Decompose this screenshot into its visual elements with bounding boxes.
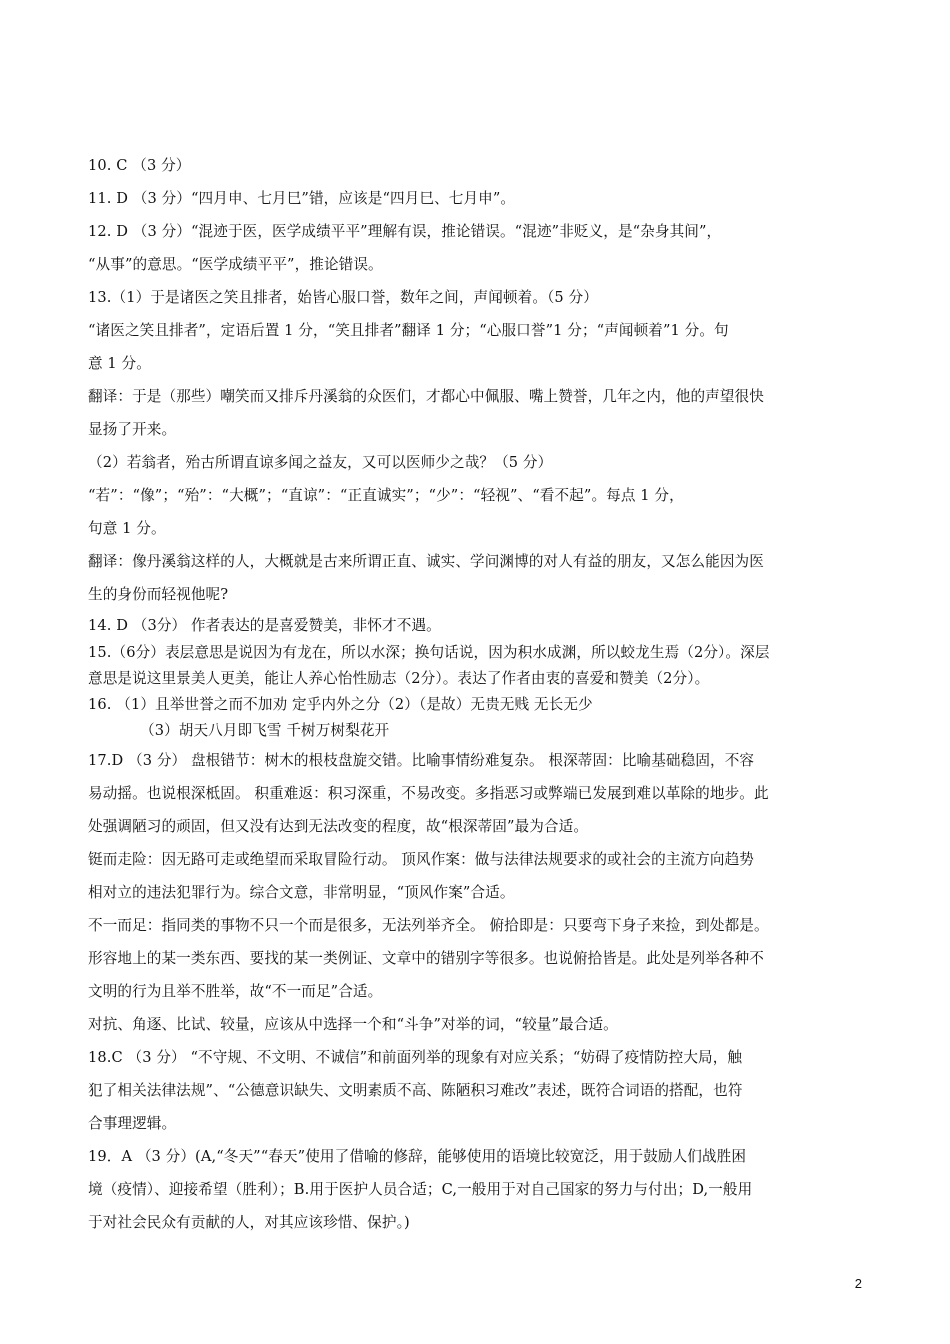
answer-13-1-translation-cont: 显扬了开来。: [88, 421, 177, 438]
answer-17-cont-6: 形容地上的某一类东西、要找的某一类例证、文章中的错别字等很多。也说俯拾皆是。此处是列举各种不: [88, 950, 764, 967]
answer-17-cont-3: 铤而走险：因无路可走或绝望而采取冒险行动。 顶风作案：做与法律法规要求的或社会的主流方向趋势: [88, 851, 754, 868]
answer-17-cont-8: 对抗、角逐、比试、较量，应该从中选择一个和“斗争”对举的词，“较量”最合适。: [88, 1016, 618, 1033]
answer-19: 19．A （3 分）(A,“冬天”“春天”使用了借喻的修辞，能够使用的语境比较宽泛，用于鼓励人们战胜困: [88, 1148, 747, 1165]
answer-16: 16. （1）且举世誉之而不加劝 定乎内外之分（2）（是故）无贵无贱 无长无少: [88, 696, 593, 713]
answer-key-body: [88, 149, 868, 1239]
answer-17-cont-1: 易动摇。也说根深柢固。 积重难返：积习深重，不易改变。多指恶习或弊端已发展到难以革除的地步。此: [88, 785, 769, 802]
answer-13-2: （2）若翁者，殆古所谓直谅多闻之益友，又可以医师少之哉？（5 分）: [88, 454, 553, 471]
answer-15-cont: 意思是说这里景美人更美，能让人养心怡性励志（2分）。表达了作者由衷的喜爱和赞美（2分）。: [88, 670, 710, 687]
answer-13-2-translation: 翻译：像丹溪翁这样的人，大概就是古来所谓正直、诚实、学问渊博的对人有益的朋友，又怎么能因为医: [88, 553, 764, 570]
answer-13-2-translation-cont: 生的身份而轻视他呢?: [88, 586, 229, 603]
answer-13-2-scoring: “若”：“像”；“殆”：“大概”；“直谅”：“正直诚实”；“少”：“轻视”、“看不起”。每点 1 分，: [88, 487, 684, 504]
page-number: 2: [854, 1276, 862, 1291]
answer-18: 18.C （3 分） “不守规、不文明、不诚信”和前面列举的现象有对应关系；“妨碍了疫情防控大局，触: [88, 1049, 743, 1066]
answer-12: 12. D （3 分）“混迹于医，医学成绩平平”理解有误，推论错误。“混迹”非贬义，是“杂身其间”，: [88, 223, 722, 240]
answer-17-cont-2: 处强调陋习的顽固，但又没有达到无法改变的程度，故“根深蒂固”最为合适。: [88, 818, 589, 835]
answer-19-cont-1: 境（疫情）、迎接希望（胜利）；B.用于医护人员合适；C,一般用于对自己国家的努力与付出；D,一般用: [88, 1181, 753, 1198]
answer-18-cont-1: 犯了相关法律法规”、“公德意识缺失、文明素质不高、陈陋积习难改”表述，既符合词语的搭配，也符: [88, 1082, 743, 1099]
answer-15: 15.（6分）表层意思是说因为有龙在，所以水深；换句话说，因为积水成渊，所以蛟龙生焉（2分）。深层: [88, 644, 770, 661]
answer-13-1-translation: 翻译：于是（那些）嘲笑而又排斥丹溪翁的众医们，才都心中佩服、嘴上赞誉，几年之内，他的声望很快: [88, 388, 764, 405]
answer-14: 14. D （3分） 作者表达的是喜爱赞美，非怀才不遇。: [88, 617, 441, 634]
answer-10: 10. C （3 分）: [88, 157, 191, 174]
answer-19-cont-2: 于对社会民众有贡献的人，对其应该珍惜、保护。): [88, 1214, 410, 1231]
answer-16-3: （3）胡天八月即飞雪 千树万树梨花开: [140, 722, 390, 739]
answer-13-1-scoring-cont: 意 1 分。: [88, 355, 151, 372]
answer-13-1-scoring: “诸医之笑且排者”，定语后置 1 分，“笑且排者”翻译 1 分；“心服口誉”1 分；“声闻顿着”1 分。句: [88, 322, 729, 339]
answer-17: 17.D （3 分） 盘根错节：树木的根枝盘旋交错。比喻事情纷难复杂。 根深蒂固：比喻基础稳固，不容: [88, 752, 755, 769]
answer-18-cont-2: 合事理逻辑。: [88, 1115, 177, 1132]
answer-13-2-scoring-cont: 句意 1 分。: [88, 520, 166, 537]
answer-13-1: 13.（1）于是诸医之笑且排者，始皆心服口誉，数年之间，声闻顿着。（5 分）: [88, 289, 598, 306]
answer-11: 11. D （3 分）“四月申、七月巳”错，应该是“四月巳、七月申”。: [88, 190, 516, 207]
answer-17-cont-7: 文明的行为且举不胜举，故“不一而足”合适。: [88, 983, 383, 1000]
answer-17-cont-4: 相对立的违法犯罪行为。综合文意，非常明显，“顶风作案”合适。: [88, 884, 515, 901]
answer-17-cont-5: 不一而足：指同类的事物不只一个而是很多，无法列举齐全。 俯拾即是：只要弯下身子来捡，到处都是。: [88, 917, 769, 934]
answer-12-cont: “从事”的意思。“医学成绩平平”，推论错误。: [88, 256, 383, 273]
